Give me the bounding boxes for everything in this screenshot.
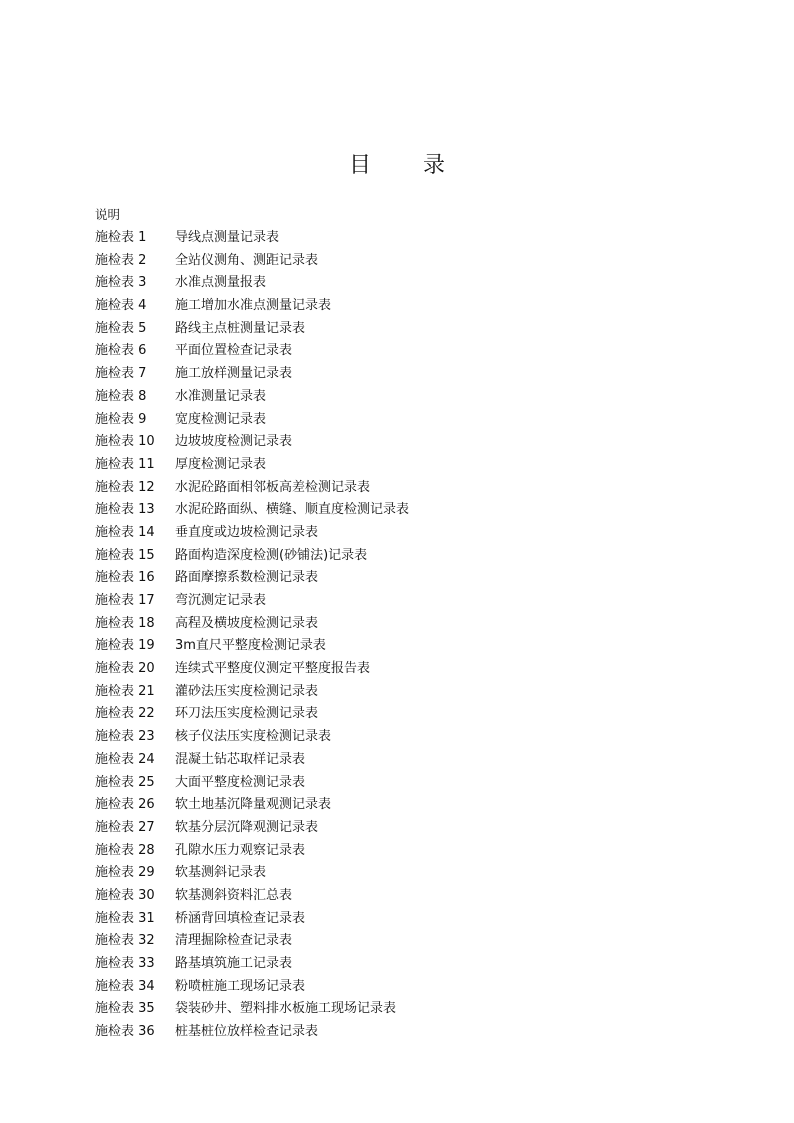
toc-form-code: 施检表 10 (95, 434, 155, 450)
toc-row (95, 477, 409, 500)
toc-form-code: 施检表 28 (95, 842, 155, 858)
toc-form-name: 混凝土钻芯取样记录表 (175, 751, 306, 767)
toc-form-code: 施检表 17 (95, 593, 155, 608)
toc-row (95, 703, 409, 726)
toc-form-code: 施检表 24 (95, 751, 155, 767)
toc-row (95, 386, 409, 409)
toc-form-code: 施检表 8 (95, 388, 147, 404)
toc-form-name: 水准点测量报表 (175, 275, 267, 291)
intro-label: 说明 (95, 207, 121, 222)
toc-form-name: 路线主点桩测量记录表 (175, 320, 306, 336)
toc-form-name: 软土地基沉降量观测记录表 (175, 797, 332, 813)
toc-row (95, 930, 409, 953)
toc-row (95, 409, 409, 432)
toc-row (95, 953, 409, 976)
toc-form-code: 施检表 12 (95, 479, 155, 495)
toc-form-code: 施检表 16 (95, 570, 155, 586)
toc-row (95, 749, 409, 772)
toc-row (95, 545, 409, 568)
toc-row (95, 817, 409, 840)
toc-form-name: 施工放样测量记录表 (175, 366, 293, 382)
toc-row (95, 862, 409, 885)
toc-form-code: 施检表 23 (95, 729, 155, 745)
toc-row (95, 658, 409, 681)
toc-form-code: 施检表 9 (95, 411, 147, 427)
toc-form-code: 施检表 4 (95, 298, 147, 314)
toc-form-name: 孔隙水压力观察记录表 (175, 842, 306, 858)
toc-row (95, 613, 409, 636)
toc-form-name: 水泥砼路面相邻板高差检测记录表 (175, 479, 371, 495)
toc-form-name: 路面构造深度检测(砂铺法)记录表 (175, 547, 368, 563)
toc-form-name: 水准测量记录表 (175, 388, 267, 404)
toc-row (95, 272, 409, 295)
toc-form-code: 施检表 2 (95, 252, 147, 268)
toc-form-name: 软基分层沉降观测记录表 (175, 819, 319, 835)
toc-form-name: 垂直度或边坡检测记录表 (175, 524, 319, 540)
toc-row (95, 522, 409, 545)
toc-form-code: 施检表 7 (95, 366, 147, 382)
toc-form-name: 软基测斜资料汇总表 (175, 887, 293, 903)
toc-form-code: 施检表 14 (95, 524, 155, 540)
toc-row (95, 454, 409, 477)
toc-form-code: 施检表 3 (95, 275, 147, 291)
toc-form-name: 粉喷桩施工现场记录表 (175, 978, 306, 994)
toc-form-code: 施检表 36 (95, 1024, 155, 1040)
toc-form-name: 导线点测量记录表 (175, 230, 280, 245)
toc-form-name: 全站仪测角、测距记录表 (175, 252, 319, 268)
table-of-contents (95, 227, 409, 1044)
toc-form-code: 施检表 32 (95, 933, 155, 949)
toc-row (95, 794, 409, 817)
toc-row (95, 227, 409, 250)
toc-form-code: 施检表 20 (95, 661, 155, 677)
toc-form-name: 宽度检测记录表 (175, 411, 267, 427)
toc-form-name: 3m直尺平整度检测记录表 (175, 638, 326, 654)
toc-row (95, 363, 409, 386)
toc-row (95, 840, 409, 863)
toc-form-code: 施检表 34 (95, 978, 155, 994)
toc-form-name: 连续式平整度仪测定平整度报告表 (175, 661, 371, 677)
toc-row (95, 499, 409, 522)
toc-form-code: 施检表 15 (95, 547, 155, 563)
toc-form-name: 水泥砼路面纵、横缝、顺直度检测记录表 (175, 502, 410, 518)
toc-form-code: 施检表 25 (95, 774, 155, 790)
toc-form-code: 施检表 30 (95, 887, 155, 903)
toc-row (95, 998, 409, 1021)
toc-form-name: 路面摩擦系数检测记录表 (175, 570, 319, 586)
page-title (0, 148, 794, 179)
toc-form-code: 施检表 5 (95, 320, 147, 336)
toc-form-name: 环刀法压实度检测记录表 (175, 706, 319, 722)
toc-row (95, 635, 409, 658)
toc-form-name: 软基测斜记录表 (175, 865, 267, 881)
page-title-char-1: 目 (348, 153, 371, 178)
toc-row (95, 431, 409, 454)
toc-form-name: 桩基桩位放样检查记录表 (175, 1024, 319, 1040)
toc-form-code: 施检表 21 (95, 683, 155, 699)
toc-row (95, 681, 409, 704)
toc-form-code: 施检表 26 (95, 797, 155, 813)
toc-form-name: 核子仪法压实度检测记录表 (175, 729, 332, 745)
toc-row (95, 295, 409, 318)
toc-form-code: 施检表 22 (95, 706, 155, 722)
toc-form-code: 施检表 6 (95, 343, 147, 359)
toc-form-code: 施检表 27 (95, 819, 155, 835)
toc-row (95, 567, 409, 590)
toc-form-code: 施检表 19 (95, 638, 155, 654)
toc-form-name: 灌砂法压实度检测记录表 (175, 683, 319, 699)
toc-form-name: 施工增加水准点测量记录表 (175, 298, 332, 314)
toc-row (95, 340, 409, 363)
toc-row (95, 318, 409, 341)
toc-row (95, 976, 409, 999)
toc-form-name: 高程及横坡度检测记录表 (175, 615, 319, 631)
toc-form-name: 大面平整度检测记录表 (175, 774, 306, 790)
toc-row (95, 590, 409, 613)
toc-form-name: 平面位置检查记录表 (175, 343, 293, 359)
toc-form-code: 施检表 13 (95, 502, 155, 518)
toc-form-name: 弯沉测定记录表 (175, 593, 267, 608)
toc-form-name: 桥涵背回填检查记录表 (175, 910, 306, 926)
toc-row (95, 250, 409, 273)
toc-row (95, 1021, 409, 1044)
toc-form-code: 施检表 29 (95, 865, 155, 881)
toc-form-code: 施检表 35 (95, 1001, 155, 1017)
toc-form-name: 清理掘除检查记录表 (175, 933, 293, 949)
toc-row (95, 772, 409, 795)
toc-form-code: 施检表 11 (95, 456, 155, 472)
toc-row (95, 908, 409, 931)
page-title-char-2: 录 (423, 153, 446, 178)
toc-row (95, 726, 409, 749)
toc-form-code: 施检表 18 (95, 615, 155, 631)
toc-form-code: 施检表 1 (95, 230, 147, 245)
toc-form-name: 路基填筑施工记录表 (175, 956, 293, 971)
toc-form-name: 边坡坡度检测记录表 (175, 434, 293, 450)
toc-form-code: 施检表 33 (95, 956, 155, 971)
toc-form-code: 施检表 31 (95, 910, 155, 926)
toc-form-name: 厚度检测记录表 (175, 456, 267, 472)
toc-form-name: 袋装砂井、塑料排水板施工现场记录表 (175, 1001, 397, 1017)
toc-row (95, 885, 409, 908)
